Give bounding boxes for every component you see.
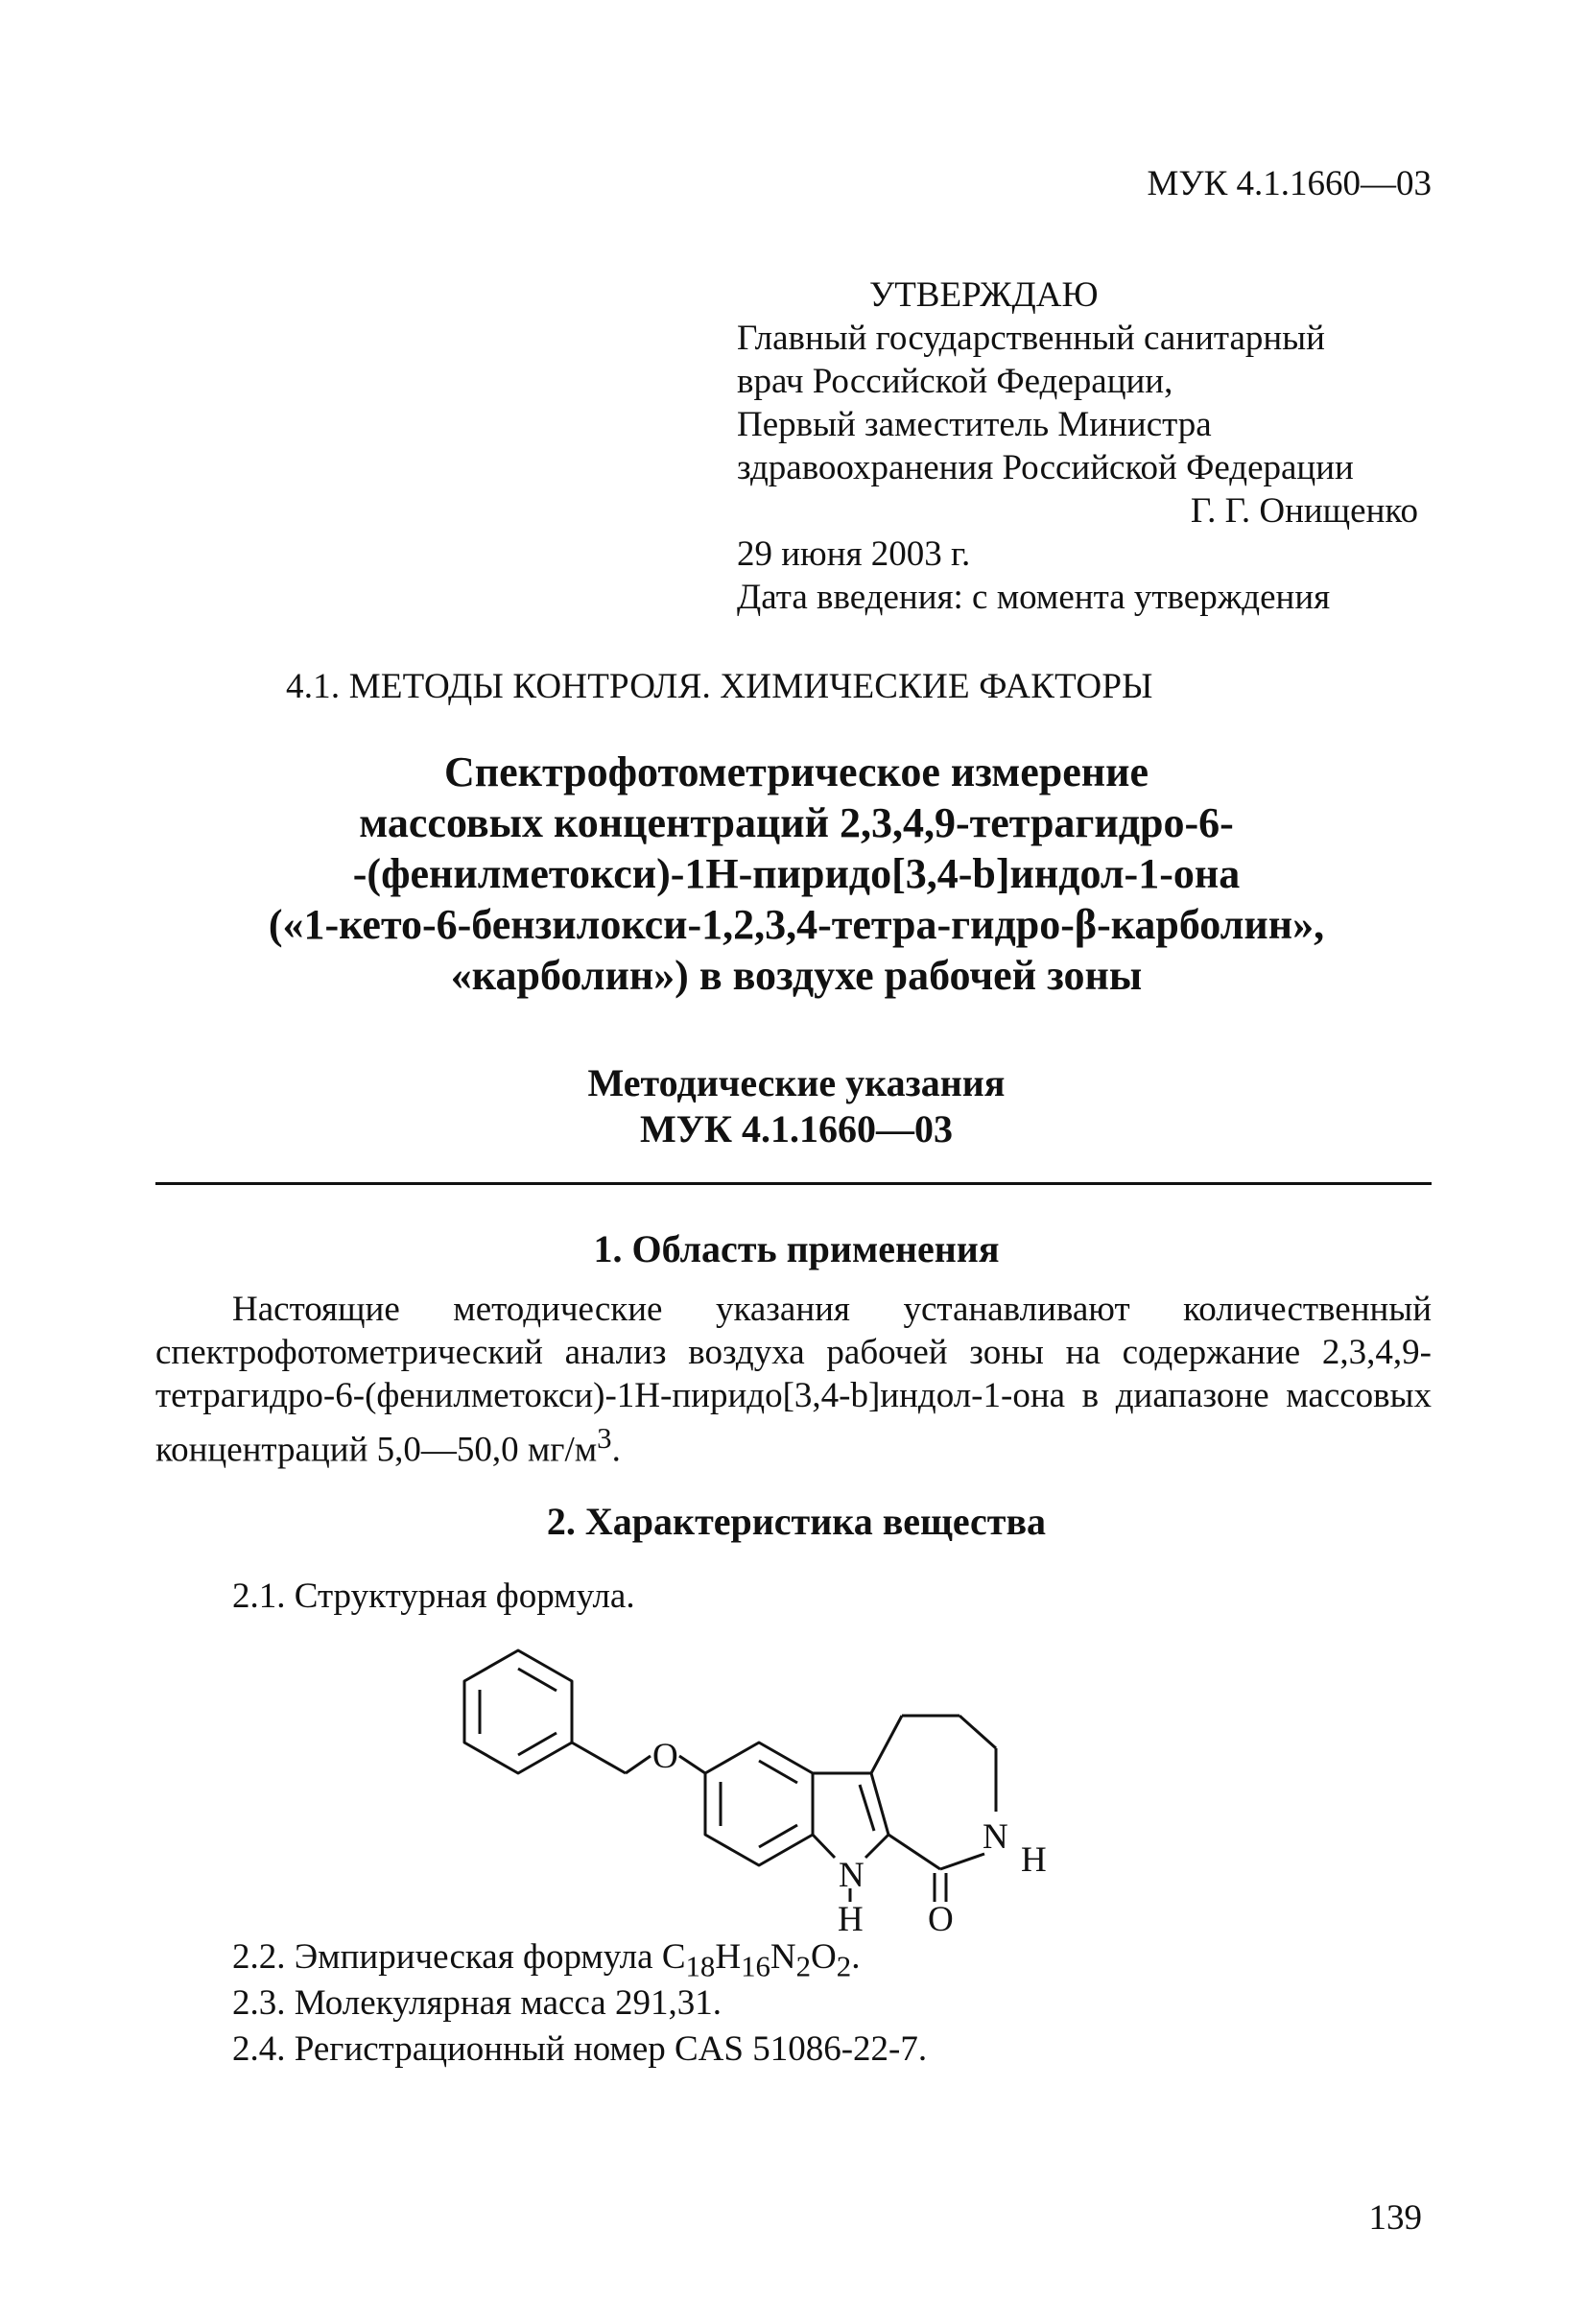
- formula-end: .: [851, 1937, 861, 1977]
- atom-label-n: N: [983, 1817, 1008, 1857]
- atom-label-h: H: [1021, 1840, 1047, 1880]
- horizontal-rule: [155, 1182, 1432, 1185]
- ether-bond: [679, 1756, 705, 1773]
- empirical-formula-label: 2.2. Эмпирическая формула: [232, 1937, 662, 1977]
- formula-h: H: [715, 1937, 742, 1977]
- approval-line: врач Российской Федерации,: [737, 362, 1173, 401]
- title-line: («1-кето-6-бензилокси-1,2,3,4-тетра-гидро-β-карболин»,: [268, 901, 1325, 948]
- bond-lines: [464, 1650, 996, 1902]
- item-structural-formula: 2.1. Структурная формула.: [232, 1577, 635, 1616]
- sentence-end: .: [611, 1430, 621, 1470]
- formula-n: N: [770, 1937, 796, 1977]
- lactam-bond: [871, 1716, 902, 1773]
- subtitle-line: МУК 4.1.1660—03: [639, 1107, 954, 1150]
- document-subtitle: [144, 1060, 1449, 1152]
- lactam-bond: [959, 1716, 996, 1748]
- approval-line: Первый заместитель Министра: [737, 405, 1212, 444]
- atom-label-o: O: [652, 1737, 678, 1776]
- pyrrole-bond: [865, 1835, 888, 1858]
- approval-block: [737, 273, 1428, 619]
- pyrrole-bond: [813, 1835, 835, 1858]
- structure-diagram: [451, 1631, 1142, 1938]
- section-header: 4.1. МЕТОДЫ КОНТРОЛЯ. ХИМИЧЕСКИЕ ФАКТОРЫ: [286, 667, 1153, 706]
- lactam-bond: [888, 1835, 940, 1869]
- section2-heading: 2. Характеристика вещества: [546, 1500, 1047, 1543]
- page-number: 139: [1368, 2198, 1422, 2238]
- formula-c-count: 18: [685, 1950, 716, 1983]
- title-line: «карболин») в воздухе рабочей зоны: [450, 952, 1143, 999]
- approval-line: здравоохранения Российской Федерации: [737, 448, 1354, 487]
- item-empirical-formula: [232, 1936, 860, 1983]
- double-bond: [518, 1669, 557, 1691]
- approval-line: Главный государственный санитарный: [737, 319, 1325, 358]
- double-bond: [759, 1825, 797, 1847]
- formula-o: O: [811, 1937, 837, 1977]
- effective-date: Дата введения: с момента утверждения: [737, 578, 1331, 617]
- atom-label-o: O: [928, 1900, 954, 1939]
- subtitle-line: Методические указания: [587, 1061, 1006, 1104]
- formula-n-count: 2: [795, 1950, 812, 1983]
- structural-formula: [451, 1631, 1142, 1938]
- atom-label-n: N: [839, 1856, 865, 1895]
- section1-heading: 1. Область применения: [593, 1227, 1000, 1270]
- approval-signer: Г. Г. Онищенко: [1190, 491, 1418, 531]
- formula-h-count: 16: [741, 1950, 770, 1983]
- approval-word: УТВЕРЖДАЮ: [869, 275, 1099, 315]
- double-bond: [518, 1733, 557, 1755]
- formula-o-count: 2: [836, 1950, 852, 1983]
- item-molecular-mass: 2.3. Молекулярная масса 291,31.: [232, 1983, 722, 2023]
- double-bond: [759, 1761, 797, 1783]
- lactam-bond: [940, 1854, 984, 1869]
- formula-c: C: [661, 1937, 686, 1977]
- title-line: массовых концентраций 2,3,4,9-тетрагидро-6-: [359, 799, 1234, 846]
- title-line: -(фенилметокси)-1Н-пиридо[3,4-b]индол-1-она: [352, 850, 1241, 897]
- ch2-bond: [572, 1743, 626, 1773]
- double-bond: [860, 1785, 874, 1831]
- ether-bond: [626, 1756, 651, 1773]
- unit-superscript: 3: [597, 1422, 612, 1455]
- approval-date: 29 июня 2003 г.: [737, 534, 971, 574]
- title-line: Спектрофотометрическое измерение: [443, 748, 1149, 795]
- section1-paragraph: [155, 1288, 1432, 1471]
- document-title: [144, 747, 1449, 1001]
- item-cas-number: 2.4. Регистрационный номер CAS 51086-22-7.: [232, 2029, 928, 2069]
- atom-label-h: H: [838, 1900, 864, 1939]
- section1-text: Настоящие методические указания устанавливают количественный спектрофотометрический анализ воздуха рабочей зоны на содержание 2,3,4,9-тетрагидро-6-(фенилметокси)-1Н-пиридо[3,4-b]индол-1-она в диапазоне массовых концентраций 5,0—50,0 мг/м: [155, 1290, 1432, 1470]
- document-code: МУК 4.1.1660—03: [1147, 164, 1432, 203]
